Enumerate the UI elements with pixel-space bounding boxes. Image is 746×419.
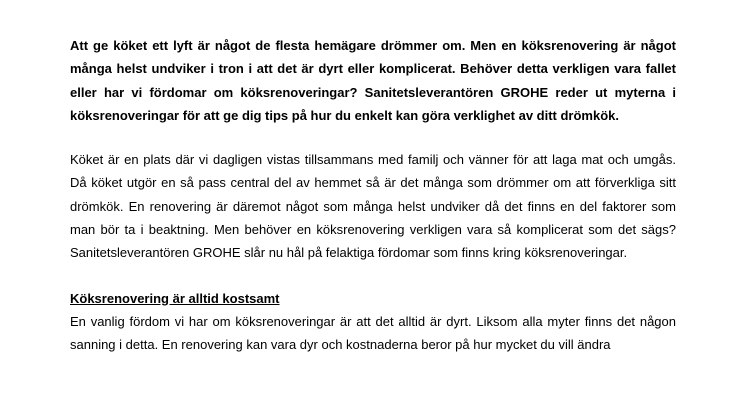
section-paragraph: En vanlig fördom vi har om köksrenoveringar är att det alltid är dyrt. Liksom alla myter finns det någon sanning i detta. En renovering kan vara dyr och kostnaderna beror på hur mycket du vill ändra: [70, 313, 676, 353]
body-paragraph: Köket är en plats där vi dagligen vistas tillsammans med familj och vänner för att laga mat och umgås. Då köket utgör en så pass central del av hemmet så är det många som drömmer om att förverkliga sitt drömkök. En renovering är däremot något som många helst undviker då det finns en del faktorer som man bör ta i beaktning. Men behöver en köksrenovering verkligen vara så komplicerat som det sägs? Sanitetsleverantören GROHE slår nu hål på felaktiga fördomar som finns kring köksrenoveringar.: [70, 152, 676, 261]
document-page: [70, 34, 676, 357]
intro-paragraph: Att ge köket ett lyft är något de flesta hemägare drömmer om. Men en köksrenovering är något många helst undviker i tron i att det är dyrt eller komplicerat. Behöver detta verkligen vara fallet eller har vi fördomar om köksrenoveringar? Sanitetsleverantören GROHE reder ut myterna i köksrenoveringar för att ge dig tips på hur du enkelt kan göra verklighet av ditt drömkök.: [70, 38, 676, 123]
section-heading: Köksrenovering är alltid kostsamt: [70, 290, 280, 306]
